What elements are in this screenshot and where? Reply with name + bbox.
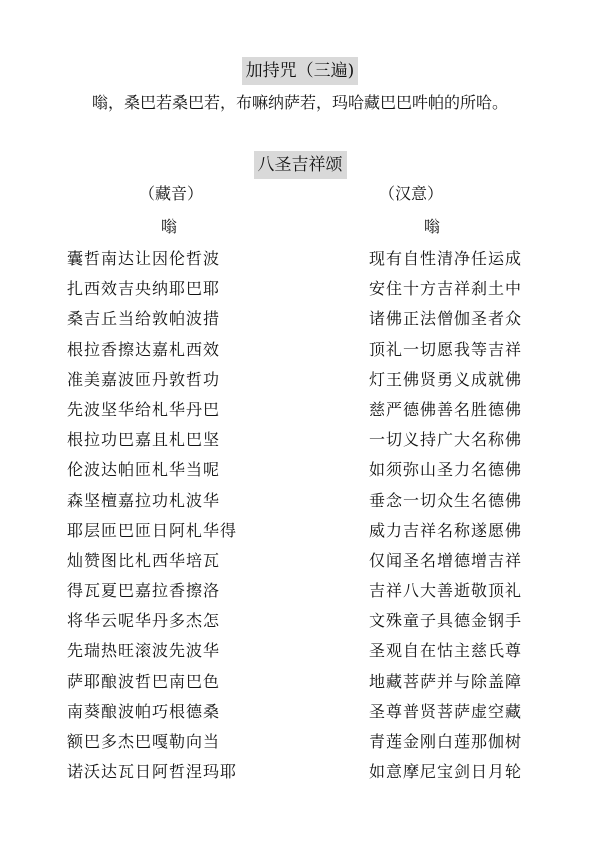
verse-line: 诸佛正法僧伽圣者众 xyxy=(369,309,523,329)
hymn-title xyxy=(0,151,600,179)
verse-line: 额巴多杰巴嘎勒向当 xyxy=(67,732,221,751)
verse-line: 慈严德佛善名胜德佛 xyxy=(369,399,523,419)
mantra-title xyxy=(0,57,600,85)
verse-line: 森坚檀嘉拉功札波华 xyxy=(67,490,221,510)
verse-line: 一切义持广大名称佛 xyxy=(369,430,523,450)
verse-line: 萨耶酿波哲巴南巴色 xyxy=(67,671,221,691)
tibetan-om: 嗡 xyxy=(161,217,178,236)
tibetan-header: （藏音） xyxy=(139,184,204,203)
verse-line: 灿赞图比札西华培瓦 xyxy=(67,550,221,570)
verse-line: 根拉香擦达嘉札西效 xyxy=(67,339,221,359)
verse-line: 圣尊普贤菩萨虚空藏 xyxy=(369,701,523,721)
verse-line: 得瓦夏巴嘉拉香擦洛 xyxy=(67,581,221,601)
verse-line: 先瑞热旺滚波先波华 xyxy=(67,641,221,661)
verse-line: 先波坚华给札华丹巴 xyxy=(67,399,221,419)
verse-line: 根拉功巴嘉且札巴坚 xyxy=(67,430,221,450)
chinese-om: 嗡 xyxy=(424,217,441,236)
verse-line: 将华云呢华丹多杰怎 xyxy=(67,611,221,631)
verse-line: 顶礼一切愿我等吉祥 xyxy=(369,339,523,359)
mantra-text: 嗡，桑巴若桑巴若，布嘛纳萨若，玛哈藏巴巴吽帕的所哈。 xyxy=(91,93,508,112)
mantra-title-text: 加持咒（三遍) xyxy=(242,57,359,85)
verse-line: 囊哲南达让因伦哲波 xyxy=(67,249,221,268)
verse-line: 灯王佛贤勇义成就佛 xyxy=(369,369,523,389)
verse-line: 仅闻圣名增德增吉祥 xyxy=(369,550,523,570)
chinese-column xyxy=(369,244,522,787)
verse-line: 威力吉祥名称遂愿佛 xyxy=(369,520,523,540)
verse-line: 诺沃达瓦日阿哲涅玛耶 xyxy=(67,762,238,782)
tibetan-column xyxy=(67,244,237,787)
verse-line: 耶层匝巴匝日阿札华得 xyxy=(67,520,238,540)
verse-line: 扎西效吉央纳耶巴耶 xyxy=(67,279,221,299)
verse-line: 吉祥八大善逝敬顶礼 xyxy=(369,581,523,601)
chinese-header: （汉意） xyxy=(379,184,444,203)
verse-line: 现有自性清净任运成 xyxy=(369,249,523,268)
verse-line: 垂念一切众生名德佛 xyxy=(369,490,523,510)
verse-line: 如意摩尼宝剑日月轮 xyxy=(369,762,523,782)
verse-line: 如须弥山圣力名德佛 xyxy=(369,460,523,480)
verse-line: 地藏菩萨并与除盖障 xyxy=(369,671,523,691)
verse-line: 安住十方吉祥刹土中 xyxy=(369,279,523,299)
verse-line: 文殊童子具德金钢手 xyxy=(369,611,523,631)
verse-line: 伦波达帕匝札华当呢 xyxy=(67,460,221,480)
verse-line: 桑吉丘当给敦帕波措 xyxy=(67,309,221,329)
verse-line: 青莲金刚白莲那伽树 xyxy=(369,732,523,751)
verse-line: 准美嘉波匝丹敦哲功 xyxy=(67,369,221,389)
verse-line: 圣观自在怙主慈氏尊 xyxy=(369,641,523,661)
hymn-title-text: 八圣吉祥颂 xyxy=(254,151,347,179)
verse-line: 南葵酿波帕巧根德桑 xyxy=(67,701,221,721)
